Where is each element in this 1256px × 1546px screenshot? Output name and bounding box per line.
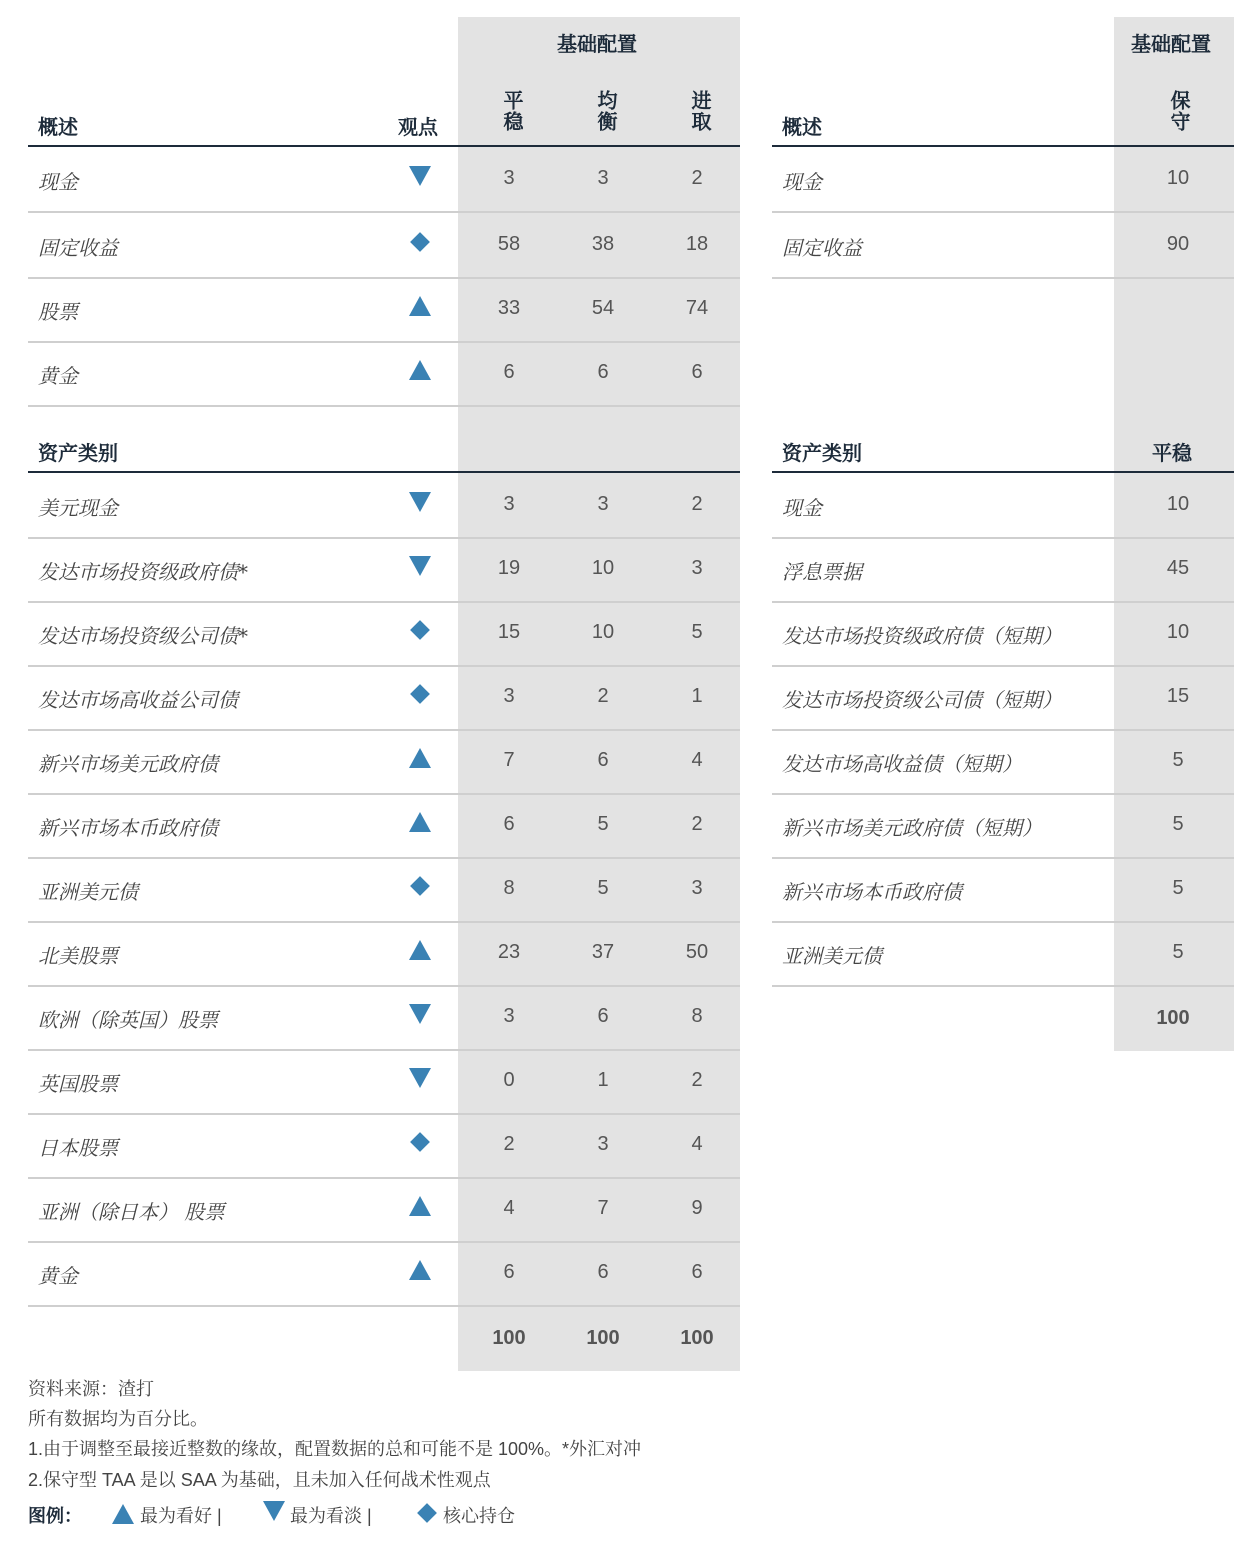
right-row-rule [772, 729, 1234, 731]
right-overview-value: 90 [1166, 233, 1190, 255]
legend-up-label: 最为看好 | [140, 1506, 222, 1526]
triangle-up-icon [409, 1196, 431, 1216]
right-section2-col: 平稳 [1152, 443, 1192, 465]
legend-core-label: 核心持仓 [443, 1506, 515, 1526]
right-section2-rule [772, 471, 1234, 473]
left-asset-value: 3 [503, 493, 515, 515]
left-col-2: 进取 [688, 90, 710, 132]
right-asset-label: 发达市场投资级公司债（短期） [782, 688, 1062, 712]
right-col-conservative: 保守 [1167, 90, 1189, 132]
right-row-rule [772, 277, 1234, 279]
left-asset-label: 亚洲（除日本） 股票 [38, 1200, 225, 1224]
left-asset-label: 黄金 [38, 1264, 78, 1288]
right-asset-value: 5 [1172, 877, 1184, 899]
right-asset-label: 新兴市场本币政府债 [782, 880, 962, 904]
legend-title: 图例： [28, 1506, 82, 1526]
left-asset-value: 6 [691, 1261, 703, 1283]
left-asset-value: 6 [597, 1005, 609, 1027]
left-asset-value: 10 [591, 557, 615, 579]
left-asset-label: 美元现金 [38, 496, 118, 520]
left-overview-value: 38 [591, 233, 615, 255]
left-asset-value: 2 [691, 493, 703, 515]
triangle-down-icon [409, 556, 431, 576]
triangle-up-icon [409, 812, 431, 832]
triangle-down-icon [409, 1004, 431, 1024]
left-total-value: 100 [492, 1327, 526, 1349]
left-overview-label: 固定收益 [38, 236, 118, 260]
legend-up-icon [112, 1504, 134, 1524]
left-asset-value: 10 [591, 621, 615, 643]
triangle-up-icon [409, 1260, 431, 1280]
left-asset-value: 7 [597, 1197, 609, 1219]
left-asset-value: 2 [691, 813, 703, 835]
right-asset-label: 浮息票据 [782, 560, 862, 584]
left-group-header: 基础配置 [557, 34, 637, 56]
footnote-1: 1.由于调整至最接近整数的缘故，配置数据的总和可能不是 100%。*外汇对冲 [28, 1439, 642, 1459]
left-col-desc: 概述 [38, 117, 78, 139]
right-asset-value: 45 [1166, 557, 1190, 579]
left-overview-value: 2 [691, 167, 703, 189]
footnote-2: 2.保守型 TAA 是以 SAA 为基础，且未加入任何战术性观点 [28, 1470, 491, 1490]
right-total-value: 100 [1156, 1007, 1190, 1029]
left-row-rule [28, 601, 740, 603]
right-row-rule [772, 921, 1234, 923]
left-overview-value: 54 [591, 297, 615, 319]
left-asset-value: 6 [503, 1261, 515, 1283]
left-overview-value: 6 [597, 361, 609, 383]
left-row-rule [28, 1241, 740, 1243]
left-row-rule [28, 341, 740, 343]
right-row-rule [772, 665, 1234, 667]
right-asset-label: 亚洲美元债 [782, 944, 882, 968]
legend-down-icon [263, 1501, 285, 1521]
left-asset-value: 1 [691, 685, 703, 707]
left-asset-value: 3 [691, 877, 703, 899]
left-asset-label: 发达市场投资级公司债* [38, 624, 248, 648]
left-col-view: 观点 [398, 117, 438, 139]
right-row-rule [772, 985, 1234, 987]
left-asset-label: 欧洲（除英国）股票 [38, 1008, 218, 1032]
left-asset-value: 6 [597, 1261, 609, 1283]
triangle-up-icon [409, 940, 431, 960]
left-row-rule [28, 921, 740, 923]
left-overview-value: 3 [503, 167, 515, 189]
diamond-icon [410, 876, 430, 896]
right-asset-label: 发达市场高收益债（短期） [782, 752, 1022, 776]
right-asset-value: 10 [1166, 493, 1190, 515]
right-asset-value: 5 [1172, 813, 1184, 835]
left-row-rule [28, 1305, 740, 1307]
left-asset-value: 4 [691, 749, 703, 771]
triangle-down-icon [409, 1068, 431, 1088]
left-asset-label: 英国股票 [38, 1072, 118, 1096]
left-asset-value: 15 [497, 621, 521, 643]
left-overview-label: 黄金 [38, 364, 78, 388]
left-asset-value: 23 [497, 941, 521, 963]
diamond-icon [410, 620, 430, 640]
left-asset-label: 新兴市场本币政府债 [38, 816, 218, 840]
right-overview-label: 固定收益 [782, 236, 862, 260]
triangle-down-icon [409, 166, 431, 186]
right-row-rule [772, 601, 1234, 603]
source-note: 资料来源：渣打 [28, 1379, 154, 1399]
right-header-rule [772, 145, 1234, 147]
right-asset-value: 5 [1172, 941, 1184, 963]
left-asset-value: 3 [503, 1005, 515, 1027]
left-section2-rule [28, 471, 740, 473]
left-asset-value: 5 [597, 877, 609, 899]
right-row-rule [772, 211, 1234, 213]
right-asset-value: 15 [1166, 685, 1190, 707]
diamond-icon [410, 1132, 430, 1152]
right-row-rule [772, 537, 1234, 539]
right-asset-label: 新兴市场美元政府债（短期） [782, 816, 1042, 840]
left-header-rule [28, 145, 740, 147]
left-asset-value: 0 [503, 1069, 515, 1091]
left-asset-value: 8 [503, 877, 515, 899]
legend-down-label: 最为看淡 | [290, 1506, 372, 1526]
left-row-rule [28, 985, 740, 987]
left-asset-value: 3 [503, 685, 515, 707]
left-total-value: 100 [586, 1327, 620, 1349]
left-row-rule [28, 1177, 740, 1179]
triangle-up-icon [409, 360, 431, 380]
left-overview-label: 现金 [38, 170, 78, 194]
right-row-rule [772, 857, 1234, 859]
left-asset-value: 3 [597, 493, 609, 515]
right-overview-value: 10 [1166, 167, 1190, 189]
right-overview-label: 现金 [782, 170, 822, 194]
left-row-rule [28, 537, 740, 539]
left-overview-value: 58 [497, 233, 521, 255]
diamond-icon [410, 232, 430, 252]
triangle-down-icon [409, 492, 431, 512]
left-row-rule [28, 1049, 740, 1051]
left-total-value: 100 [680, 1327, 714, 1349]
left-asset-label: 北美股票 [38, 944, 118, 968]
left-asset-value: 3 [691, 557, 703, 579]
left-asset-label: 日本股票 [38, 1136, 118, 1160]
left-asset-value: 5 [691, 621, 703, 643]
right-section2-title: 资产类别 [782, 443, 862, 465]
left-asset-value: 5 [597, 813, 609, 835]
left-col-0: 平稳 [500, 90, 522, 132]
left-asset-value: 6 [597, 749, 609, 771]
left-overview-value: 74 [685, 297, 709, 319]
left-asset-label: 新兴市场美元政府债 [38, 752, 218, 776]
left-row-rule [28, 793, 740, 795]
left-asset-label: 发达市场投资级政府债* [38, 560, 248, 584]
left-row-rule [28, 1113, 740, 1115]
right-group-header: 基础配置 [1131, 34, 1211, 56]
percent-note: 所有数据均为百分比。 [28, 1409, 208, 1429]
left-row-rule [28, 665, 740, 667]
left-asset-value: 1 [597, 1069, 609, 1091]
left-row-rule [28, 729, 740, 731]
left-asset-value: 2 [597, 685, 609, 707]
left-overview-value: 3 [597, 167, 609, 189]
triangle-up-icon [409, 296, 431, 316]
left-row-rule [28, 405, 740, 407]
left-row-rule [28, 277, 740, 279]
left-asset-value: 2 [503, 1133, 515, 1155]
left-col-1: 均衡 [594, 90, 616, 132]
left-asset-value: 6 [503, 813, 515, 835]
left-asset-value: 8 [691, 1005, 703, 1027]
left-asset-value: 50 [685, 941, 709, 963]
triangle-up-icon [409, 748, 431, 768]
left-asset-label: 发达市场高收益公司债 [38, 688, 238, 712]
right-asset-value: 10 [1166, 621, 1190, 643]
left-asset-value: 4 [691, 1133, 703, 1155]
left-overview-value: 6 [691, 361, 703, 383]
left-asset-value: 19 [497, 557, 521, 579]
right-asset-value: 5 [1172, 749, 1184, 771]
left-asset-value: 37 [591, 941, 615, 963]
right-col-desc: 概述 [782, 117, 822, 139]
left-asset-value: 9 [691, 1197, 703, 1219]
left-overview-label: 股票 [38, 300, 78, 324]
left-asset-value: 3 [597, 1133, 609, 1155]
left-overview-value: 33 [497, 297, 521, 319]
left-section2-title: 资产类别 [38, 443, 118, 465]
left-asset-label: 亚洲美元债 [38, 880, 138, 904]
left-asset-value: 7 [503, 749, 515, 771]
left-overview-value: 6 [503, 361, 515, 383]
left-asset-value: 4 [503, 1197, 515, 1219]
right-row-rule [772, 793, 1234, 795]
left-asset-value: 2 [691, 1069, 703, 1091]
right-asset-label: 发达市场投资级政府债（短期） [782, 624, 1062, 648]
legend-core-icon [417, 1503, 437, 1523]
right-asset-label: 现金 [782, 496, 822, 520]
left-overview-value: 18 [685, 233, 709, 255]
left-row-rule [28, 211, 740, 213]
diamond-icon [410, 684, 430, 704]
left-row-rule [28, 857, 740, 859]
